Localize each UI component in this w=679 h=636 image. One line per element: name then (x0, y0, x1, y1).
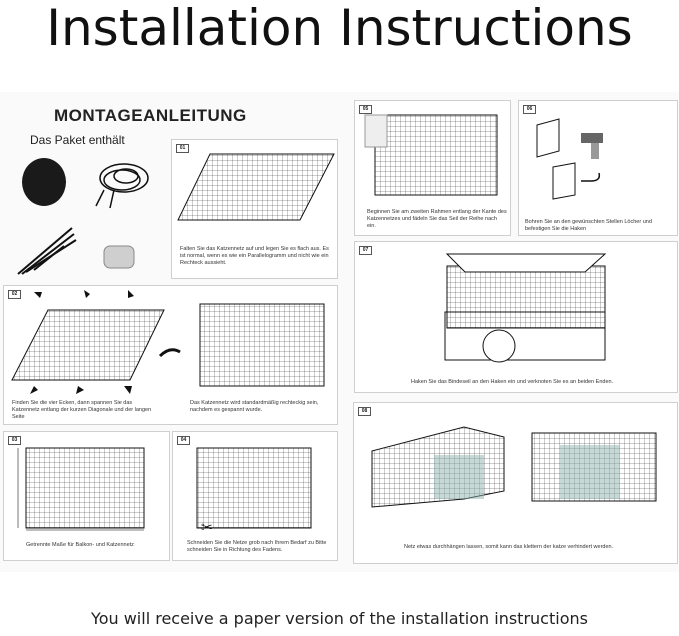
step-3-panel (3, 431, 170, 561)
step-number: 02 (8, 290, 21, 299)
package-contents (4, 150, 166, 278)
hook-icon (581, 173, 599, 181)
cable-ties-image (18, 228, 76, 274)
scissors-icon: ✂ (201, 519, 213, 532)
step-caption: Haken Sie das Bindeseil an den Haken ein und verknoten Sie es an beiden Enden. (411, 379, 614, 385)
footer-note: You will receive a paper version of the installation instructions (91, 609, 588, 628)
step-7-panel (354, 241, 678, 393)
thread-rope-illustration (355, 101, 510, 201)
sheet-heading: MONTAGEANLEITUNG (54, 106, 247, 125)
step-caption-left: Finden Sie die vier Ecken, dann spannen Sie das Katzennetz entlang der kurzen Diagonale und der langen Seite (12, 400, 152, 420)
step-caption: Beginnen Sie am zweiten Rahmen entlang der Kante des Katzennetzes und fädeln Sie das Seil der Reihe nach ein. (367, 209, 507, 229)
step-number: 07 (359, 246, 372, 255)
drill-icon (581, 133, 603, 143)
step-4-panel (172, 431, 338, 561)
rope-coil-image (96, 164, 148, 208)
step-number: 01 (176, 144, 189, 153)
stretching-net-illustration (4, 286, 337, 396)
step-caption: Getrennte Maße für Balkon- und Katzennetz (26, 542, 134, 548)
step-caption: Netz etwas durchhängen lassen, somit kann das klettern der katze verhindert werden. (404, 544, 614, 550)
measure-net-illustration (4, 432, 169, 532)
step-caption: Bohren Sie an den gewünschten Stellen Löcher und befestigen Sie die Haken (525, 219, 652, 232)
step-number: 04 (177, 436, 190, 445)
cut-net-illustration (173, 432, 337, 532)
drill-hooks-illustration (519, 101, 677, 201)
step-number: 06 (523, 105, 536, 114)
step-number: 03 (8, 436, 21, 445)
step-number: 05 (359, 105, 372, 114)
step-number: 08 (358, 407, 371, 416)
step-caption-right: Das Katzennetz wird standardmäßig rechteckig sein, nachdem es gespannt wurde. (190, 400, 319, 413)
parallelogram-net-illustration (172, 140, 337, 230)
page-title: Installation Instructions (46, 0, 633, 57)
step-1-panel (171, 139, 338, 279)
balcony-net-illustration (355, 242, 677, 372)
step-2-panel (3, 285, 338, 425)
rotate-arrow-icon (160, 350, 180, 356)
step-5-panel (354, 100, 511, 236)
enclosure-net-illustration (354, 403, 677, 533)
net-bag-image (22, 158, 66, 206)
step-6-panel (518, 100, 678, 236)
hooks-image (104, 246, 134, 268)
step-caption: Falten Sie das Katzennetz auf und legen Sie es flach aus. Es ist normal, wenn es wie ein Parallelogramm und nicht wie ein Rechteck aussieht. (180, 246, 329, 266)
package-label: Das Paket enthält (30, 133, 125, 147)
step-8-panel (353, 402, 678, 564)
step-caption: Schneiden Sie die Netze grob nach Ihrem Bedarf zu Bitte schneiden Sie in Richtung des Fadens. (187, 540, 327, 553)
